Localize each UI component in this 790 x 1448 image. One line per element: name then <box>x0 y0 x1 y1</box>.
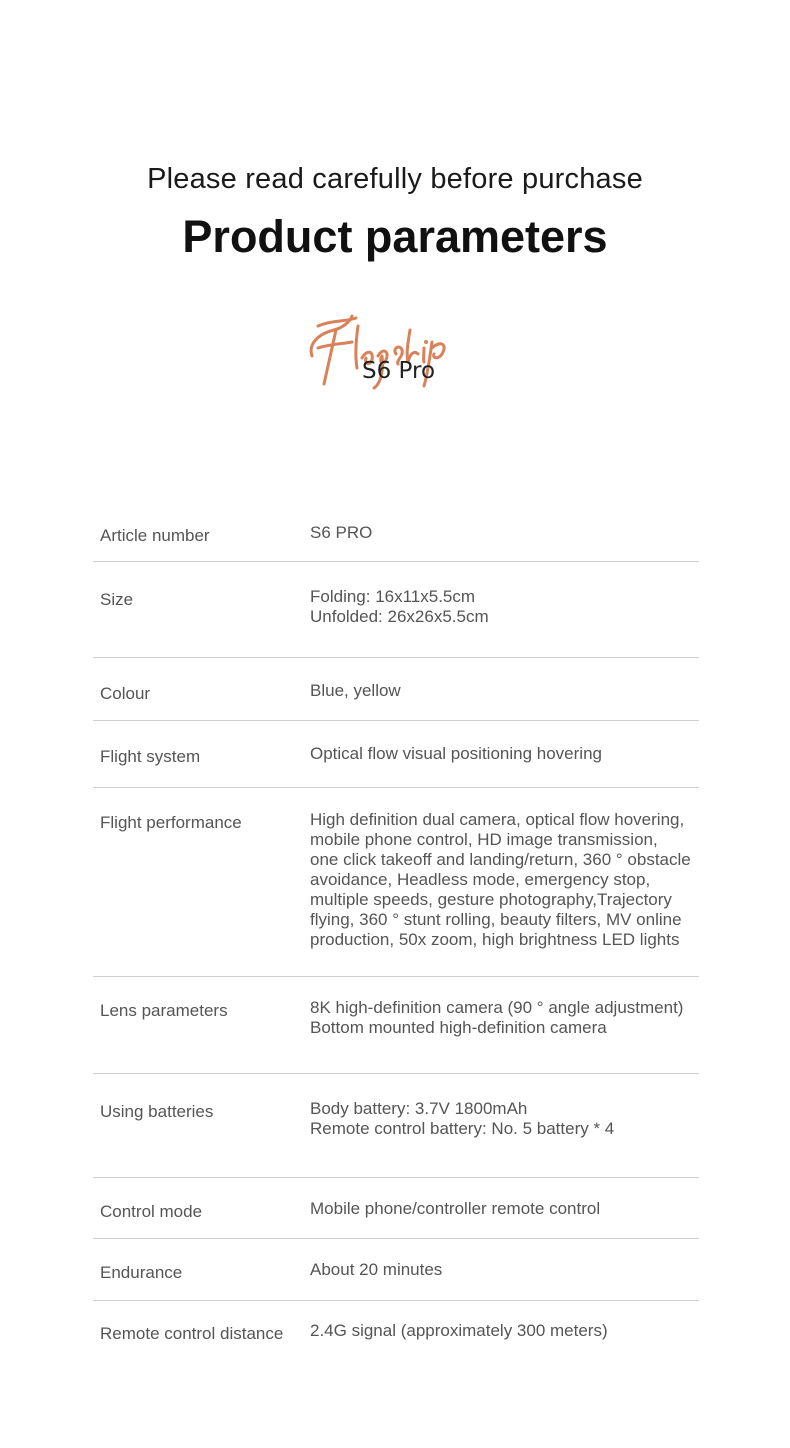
param-value-line: Blue, yellow <box>310 681 401 700</box>
param-label: Flight system <box>100 747 201 766</box>
param-value-line: multiple speeds, gesture photography,Trajectory <box>310 890 672 909</box>
param-value <box>310 810 730 950</box>
model-name: S6 Pro <box>362 358 436 384</box>
param-value-line: flying, 360 ° stunt rolling, beauty filters, MV online <box>310 910 682 929</box>
param-label: Article number <box>100 526 210 545</box>
param-value-line: High definition dual camera, optical flow hovering, <box>310 810 685 829</box>
param-label: Colour <box>100 684 151 703</box>
param-value <box>310 1321 730 1341</box>
param-value-line: production, 50x zoom, high brightness LED lights <box>310 930 680 949</box>
param-value <box>310 1099 730 1139</box>
page-subtitle: Please read carefully before purchase <box>147 163 643 195</box>
param-value <box>310 1260 730 1280</box>
param-label: Flight performance <box>100 813 242 832</box>
divider <box>93 1177 699 1178</box>
param-label: Using batteries <box>100 1102 214 1121</box>
divider <box>93 561 699 562</box>
param-value-line: Unfolded: 26x26x5.5cm <box>310 607 489 626</box>
divider <box>93 720 699 721</box>
divider <box>93 1073 699 1074</box>
param-label: Remote control distance <box>100 1324 284 1343</box>
param-label: Endurance <box>100 1263 183 1282</box>
param-value-line: avoidance, Headless mode, emergency stop, <box>310 870 651 889</box>
param-value-line: Mobile phone/controller remote control <box>310 1199 601 1218</box>
divider <box>93 787 699 788</box>
param-value-line: one click takeoff and landing/return, 360 ° obstacle <box>310 850 691 869</box>
param-value <box>310 587 730 627</box>
divider <box>93 1300 699 1301</box>
param-value-line: Optical flow visual positioning hovering <box>310 744 602 763</box>
param-value-line: 2.4G signal (approximately 300 meters) <box>310 1321 608 1340</box>
param-value-line: Folding: 16x11x5.5cm <box>310 587 476 606</box>
param-value <box>310 1199 730 1219</box>
divider <box>93 657 699 658</box>
param-value-line: Bottom mounted high-definition camera <box>310 1018 607 1037</box>
divider <box>93 1238 699 1239</box>
param-value-line: 8K high-definition camera (90 ° angle adjustment) <box>310 998 684 1017</box>
divider <box>93 976 699 977</box>
param-value-line: About 20 minutes <box>310 1260 443 1279</box>
param-value-line: Body battery: 3.7V 1800mAh <box>310 1099 528 1118</box>
param-label: Size <box>100 590 134 609</box>
param-value <box>310 744 730 764</box>
param-label: Lens parameters <box>100 1001 228 1020</box>
page-title: Product parameters <box>182 211 608 262</box>
param-value-line: S6 PRO <box>310 523 373 542</box>
param-value-line: mobile phone control, HD image transmission, <box>310 830 658 849</box>
flagship-logo <box>300 300 460 395</box>
param-value <box>310 998 730 1038</box>
param-value <box>310 523 730 543</box>
param-label: Control mode <box>100 1202 203 1221</box>
param-value <box>310 681 730 701</box>
param-value-line: Remote control battery: No. 5 battery * 4 <box>310 1119 615 1138</box>
